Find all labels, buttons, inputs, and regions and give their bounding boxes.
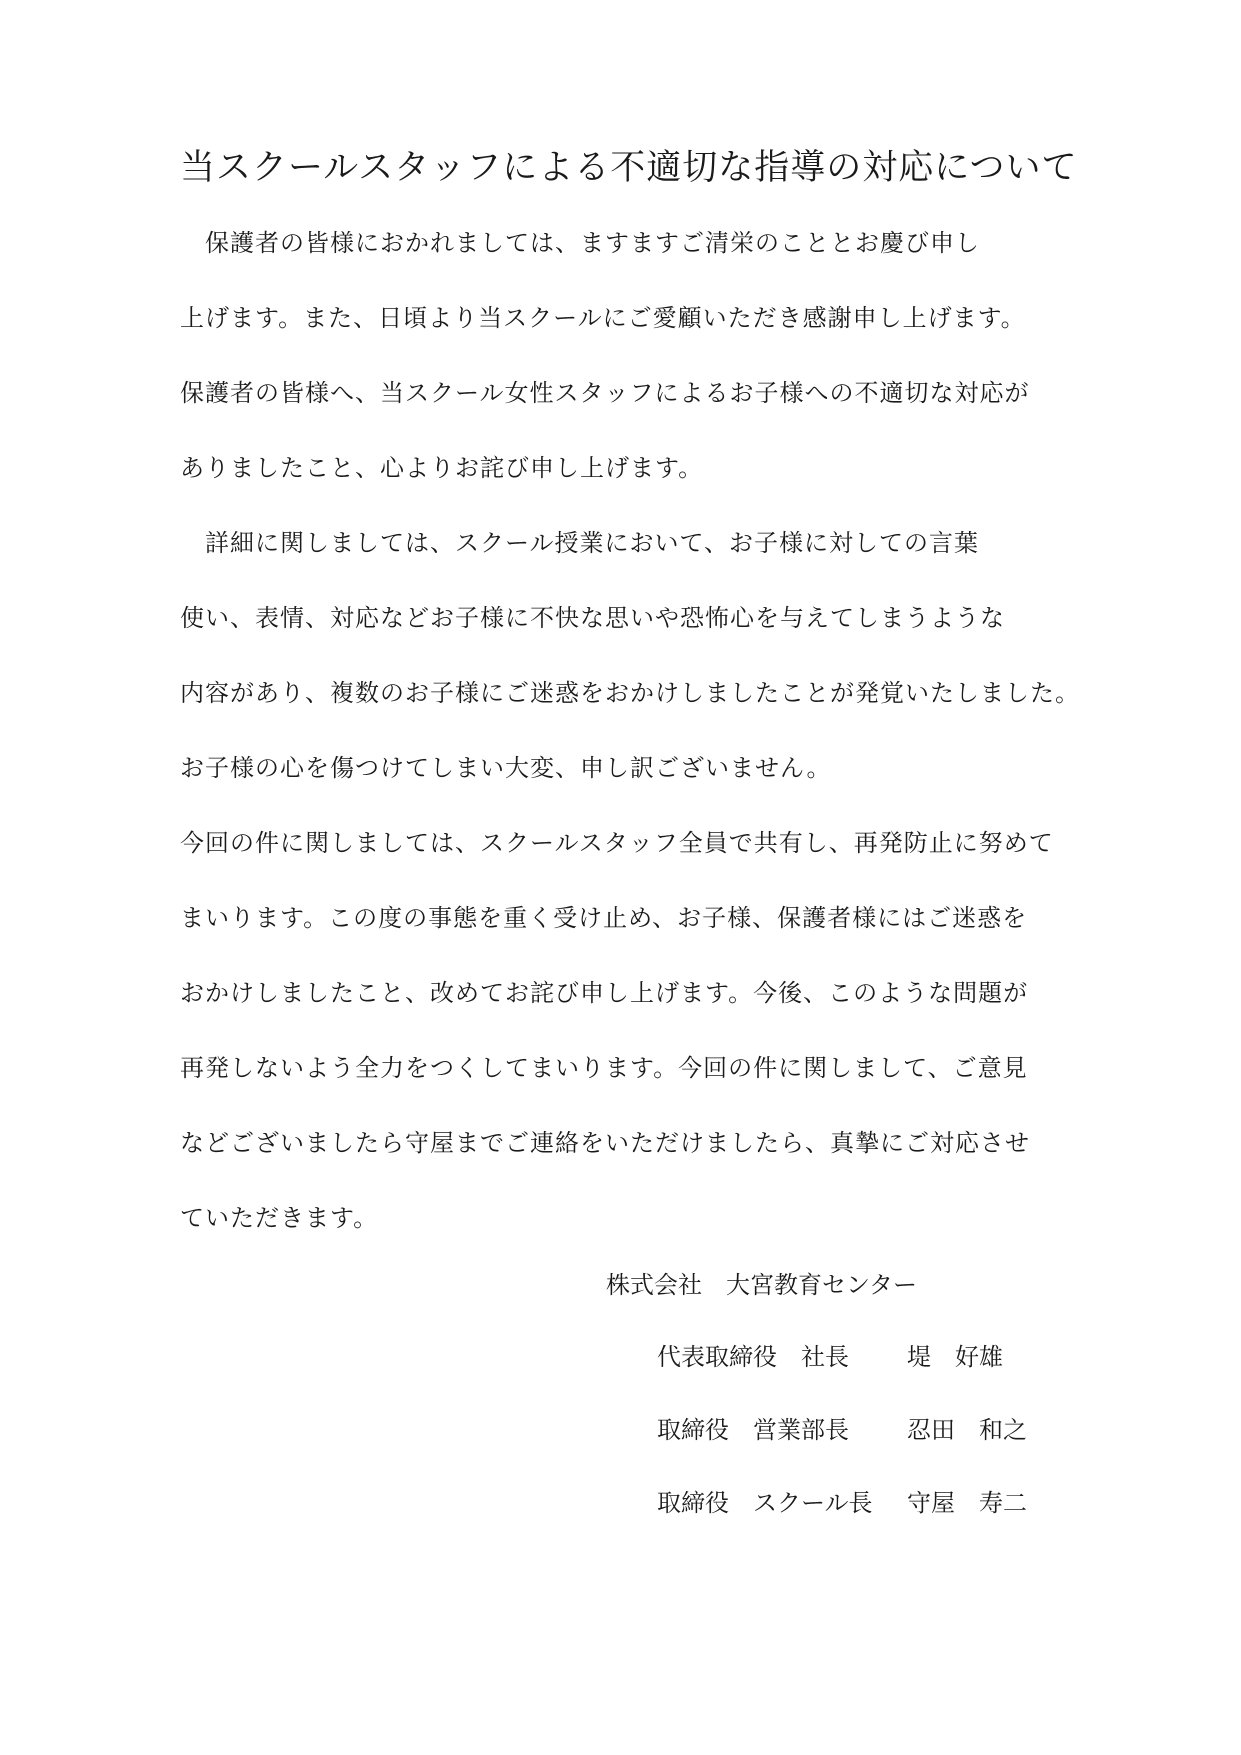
body-line: 保護者の皆様へ、当スクール女性スタッフによるお子様への不適切な対応が <box>180 379 1030 407</box>
officer-title: 代表取締役 社長 <box>657 1343 849 1371</box>
body-line: 詳細に関しましては、スクール授業において、お子様に対しての言葉 <box>180 529 980 557</box>
body-line: 今回の件に関しましては、スクールスタッフ全員で共有し、再発防止に努めて <box>180 829 1054 857</box>
body-line: などございましたら守屋までご連絡をいただけましたら、真摯にご対応させ <box>180 1129 1030 1157</box>
body-line: お子様の心を傷つけてしまい大変、申し訳ございません。 <box>180 754 832 782</box>
officer-name: 守屋 寿二 <box>907 1489 1027 1517</box>
officer-title: 取締役 営業部長 <box>657 1416 849 1444</box>
body-line: まいります。この度の事態を重く受け止め、お子様、保護者様にはご迷惑を <box>180 904 1028 932</box>
body-line: 内容があり、複数のお子様にご迷惑をおかけしましたことが発覚いたしました。 <box>180 679 1080 707</box>
body-line: 再発しないよう全力をつくしてまいります。今回の件に関しまして、ご意見 <box>180 1054 1028 1082</box>
body-line: 上げます。また、日頃より当スクールにご愛顧いただき感謝申し上げます。 <box>180 304 1026 332</box>
officer-name: 堤 好雄 <box>907 1343 1003 1371</box>
officer-title: 取締役 スクール長 <box>657 1489 873 1517</box>
company-name: 株式会社 大宮教育センター <box>606 1271 918 1299</box>
body-line: おかけしましたこと、改めてお詫び申し上げます。今後、このような問題が <box>180 979 1029 1007</box>
body-line: 使い、表情、対応などお子様に不快な思いや恐怖心を与えてしまうような <box>180 604 1005 632</box>
body-line: ありましたこと、心よりお詫び申し上げます。 <box>180 454 704 482</box>
document-title: 当スクールスタッフによる不適切な指導の対応について <box>180 148 1078 188</box>
officer-name: 忍田 和之 <box>907 1416 1027 1444</box>
body-line: ていただきます。 <box>180 1204 379 1232</box>
body-line: 保護者の皆様におかれましては、ますますご清栄のこととお慶び申し <box>180 229 980 257</box>
document-body <box>180 218 1080 1268</box>
